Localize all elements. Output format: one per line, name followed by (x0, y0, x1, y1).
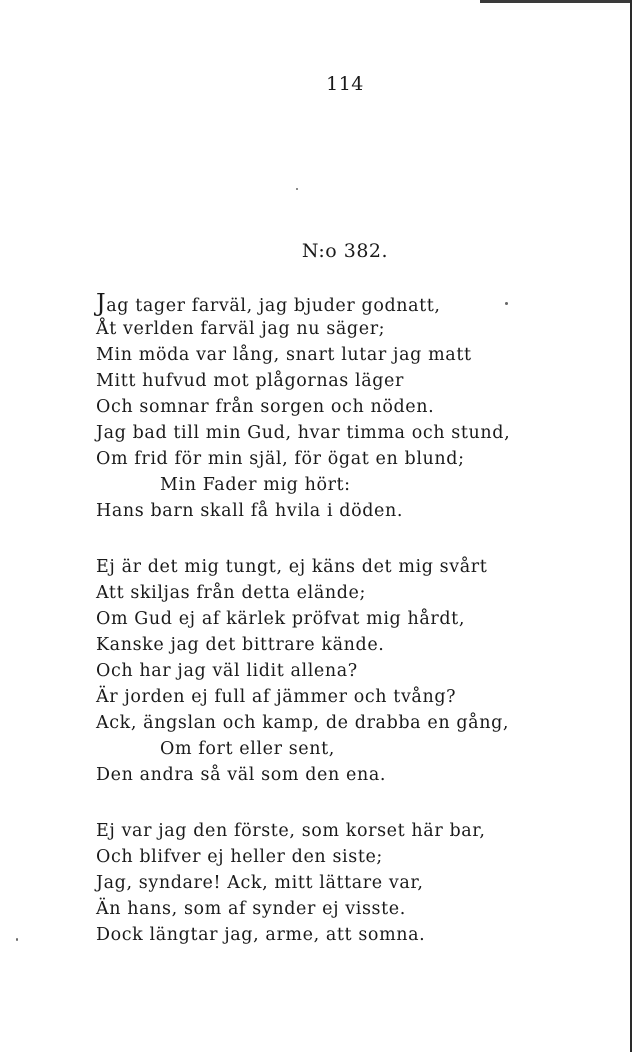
poem-line: Min möda var lång, snart lutar jag matt (96, 345, 472, 365)
paper-speck (296, 188, 298, 190)
poem-line: Jag bad till min Gud, hvar timma och stund, (96, 423, 511, 443)
poem-line: Att skiljas från detta elände; (96, 583, 366, 603)
stanza-2 (96, 554, 616, 788)
poem-line: Ack, ängslan och kamp, de drabba en gång, (96, 713, 510, 733)
poem-line-indented: Min Fader mig hört: (160, 475, 351, 495)
poem-line-indented: Om fort eller sent, (160, 739, 335, 759)
poem-line: Om frid för min själ, för ögat en blund; (96, 449, 465, 469)
poem-line: Och somnar från sorgen och nöden. (96, 397, 435, 417)
poem-line: Kanske jag det bittrare kände. (96, 635, 385, 655)
first-line-text: ag tager farväl, jag bjuder godnatt, (106, 296, 441, 316)
poem-line: Mitt hufvud mot plågornas läger (96, 371, 404, 391)
page-edge-rule-top (480, 0, 632, 3)
poem-line: Ej var jag den förste, som korset här bar, (96, 821, 486, 841)
poem-line: Den andra så väl som den ena. (96, 765, 387, 785)
paper-speck (16, 938, 18, 941)
poem-line: Dock längtar jag, arme, att somna. (96, 925, 426, 945)
poem-line: Om Gud ej af kärlek pröfvat mig hårdt, (96, 609, 465, 629)
poem-line: Än hans, som af synder ej visste. (96, 899, 406, 919)
poem-line: Åt verlden farväl jag nu säger; (96, 319, 386, 339)
page-number: 114 (326, 73, 364, 95)
poem-number: N:o 382. (301, 240, 389, 262)
stanza-1 (96, 290, 616, 524)
poem-line: Jag, syndare! Ack, mitt lättare var, (96, 873, 424, 893)
poem-line (96, 290, 616, 316)
poem-line: Hans barn skall få hvila i döden. (96, 501, 404, 521)
dropcap-letter: J (96, 289, 107, 317)
poem-line: Är jorden ej full af jämmer och tvång? (96, 687, 457, 707)
poem-line: Och blifver ej heller den siste; (96, 847, 383, 867)
stanza-3 (96, 818, 616, 948)
poem-line: Ej är det mig tungt, ej käns det mig svårt (96, 557, 488, 577)
poem-line: Och har jag väl lidit allena? (96, 661, 358, 681)
